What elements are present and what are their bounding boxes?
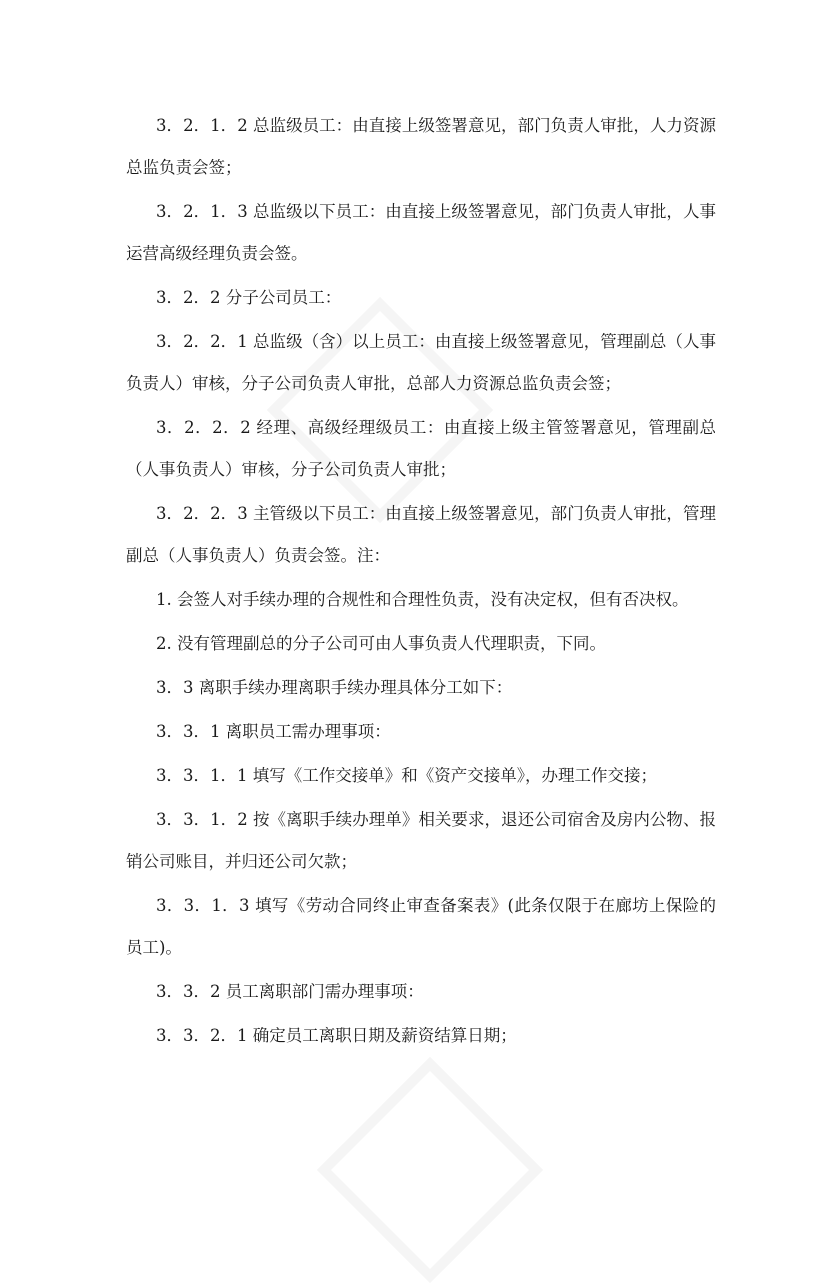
paragraph: 3．2．2．3 主管级以下员工：由直接上级签署意见，部门负责人审批，管理副总（人事负责人）负责会签。注： xyxy=(126,504,716,565)
paragraph: 3．2．2．2 经理、高级经理级员工：由直接上级主管签署意见，管理副总（人事负责人）审核，分子公司负责人审批； xyxy=(126,418,716,479)
paragraph: 3．2．2．1 总监级（含）以上员工：由直接上级签署意见，管理副总（人事负责人）审核，分子公司负责人审批，总部人力资源总监负责会签； xyxy=(126,332,716,393)
note-item: 2. 没有管理副总的分子公司可由人事负责人代理职责，下同。 xyxy=(156,634,606,653)
paragraph: 3．3．1．1 填写《工作交接单》和《资产交接单》，办理工作交接； xyxy=(156,766,657,785)
paragraph: 3．2．1．2 总监级员工：由直接上级签署意见，部门负责人审批，人力资源总监负责会签； xyxy=(126,116,716,177)
paragraph: 3．3．2 员工离职部门需办理事项： xyxy=(156,982,424,1001)
paragraph: 3．2．2 分子公司员工： xyxy=(156,288,342,307)
paragraph: 3．3．1．2 按《离职手续办理单》相关要求，退还公司宿舍及房内公物、报销公司账目，并归还公司欠款； xyxy=(126,810,716,871)
paragraph: 3．3 离职手续办理离职手续办理具体分工如下： xyxy=(156,678,513,697)
watermark-logo xyxy=(317,1057,543,1283)
paragraph: 3．3．1．3 填写《劳动合同终止审查备案表》(此条仅限于在廊坊上保险的员工)。 xyxy=(126,896,716,957)
note-item: 1. 会签人对手续办理的合规性和合理性负责，没有决定权，但有否决权。 xyxy=(156,590,689,609)
paragraph: 3．3．2．1 确定员工离职日期及薪资结算日期； xyxy=(156,1026,517,1045)
paragraph: 3．2．1．3 总监级以下员工：由直接上级签署意见，部门负责人审批，人事运营高级经理负责会签。 xyxy=(126,202,716,263)
paragraph: 3．3．1 离职员工需办理事项： xyxy=(156,722,391,741)
document-body xyxy=(126,105,716,1059)
